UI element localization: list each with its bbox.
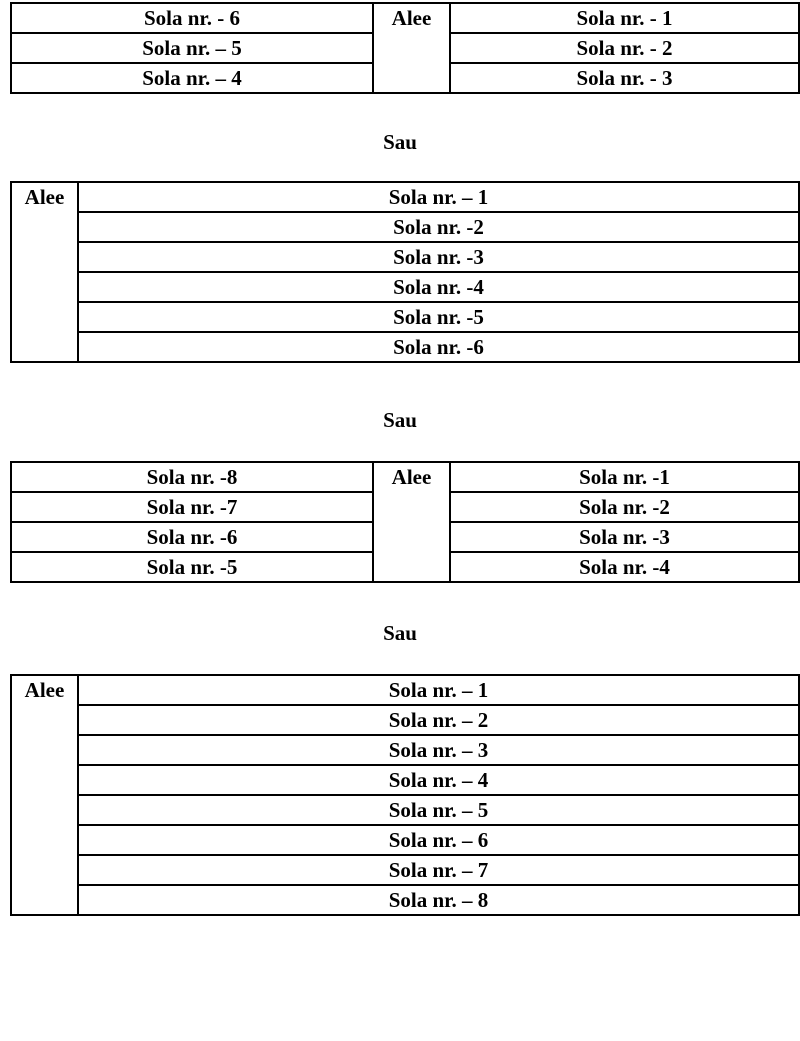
table-row: [11, 332, 799, 362]
parcel-cell: Sola nr. – 1: [78, 182, 799, 212]
table-row: [11, 855, 799, 885]
parcel-cell: Sola nr. - 6: [11, 3, 373, 33]
table-row: [11, 3, 799, 33]
parcel-cell: Sola nr. -5: [78, 302, 799, 332]
table-row: [11, 885, 799, 915]
parcel-cell: Sola nr. -1: [450, 462, 799, 492]
alee-cell: Alee: [373, 3, 450, 93]
separator-label: Sau: [383, 408, 417, 432]
table-row: [11, 825, 799, 855]
parcel-cell: Sola nr. -6: [11, 522, 373, 552]
parcel-cell: Sola nr. - 3: [450, 63, 799, 93]
alee-cell: Alee: [373, 462, 450, 582]
parcel-cell: Sola nr. -8: [11, 462, 373, 492]
table-row: [11, 462, 799, 492]
table-row: [11, 242, 799, 272]
parcel-cell: Sola nr. – 6: [78, 825, 799, 855]
parcel-cell: Sola nr. – 2: [78, 705, 799, 735]
parcel-cell: Sola nr. – 4: [11, 63, 373, 93]
parcel-cell: Sola nr. -6: [78, 332, 799, 362]
separator-label: Sau: [383, 130, 417, 154]
parcel-cell: Sola nr. -7: [11, 492, 373, 522]
parcel-layout-4: [10, 674, 800, 916]
parcel-cell: Sola nr. -2: [78, 212, 799, 242]
parcel-layout-3: [10, 461, 800, 583]
parcel-cell: Sola nr. – 5: [11, 33, 373, 63]
alee-cell: Alee: [11, 675, 78, 915]
alee-cell: Alee: [11, 182, 78, 362]
parcel-cell: Sola nr. -2: [450, 492, 799, 522]
parcel-layout-1: [10, 2, 800, 94]
table-row: [11, 735, 799, 765]
table-row: [11, 705, 799, 735]
parcel-cell: Sola nr. -3: [450, 522, 799, 552]
parcel-layout-2: [10, 181, 800, 363]
parcel-cell: Sola nr. -4: [450, 552, 799, 582]
table-row: [11, 272, 799, 302]
parcel-cell: Sola nr. - 2: [450, 33, 799, 63]
parcel-cell: Sola nr. – 8: [78, 885, 799, 915]
parcel-cell: Sola nr. – 4: [78, 765, 799, 795]
parcel-cell: Sola nr. - 1: [450, 3, 799, 33]
parcel-cell: Sola nr. -3: [78, 242, 799, 272]
table-row: [11, 765, 799, 795]
separator-label: Sau: [383, 621, 417, 645]
parcel-cell: Sola nr. – 3: [78, 735, 799, 765]
parcel-cell: Sola nr. – 7: [78, 855, 799, 885]
table-row: [11, 795, 799, 825]
parcel-cell: Sola nr. – 5: [78, 795, 799, 825]
parcel-cell: Sola nr. -4: [78, 272, 799, 302]
table-row: [11, 212, 799, 242]
table-row: [11, 302, 799, 332]
parcel-cell: Sola nr. -5: [11, 552, 373, 582]
table-row: [11, 182, 799, 212]
parcel-cell: Sola nr. – 1: [78, 675, 799, 705]
table-row: [11, 675, 799, 705]
